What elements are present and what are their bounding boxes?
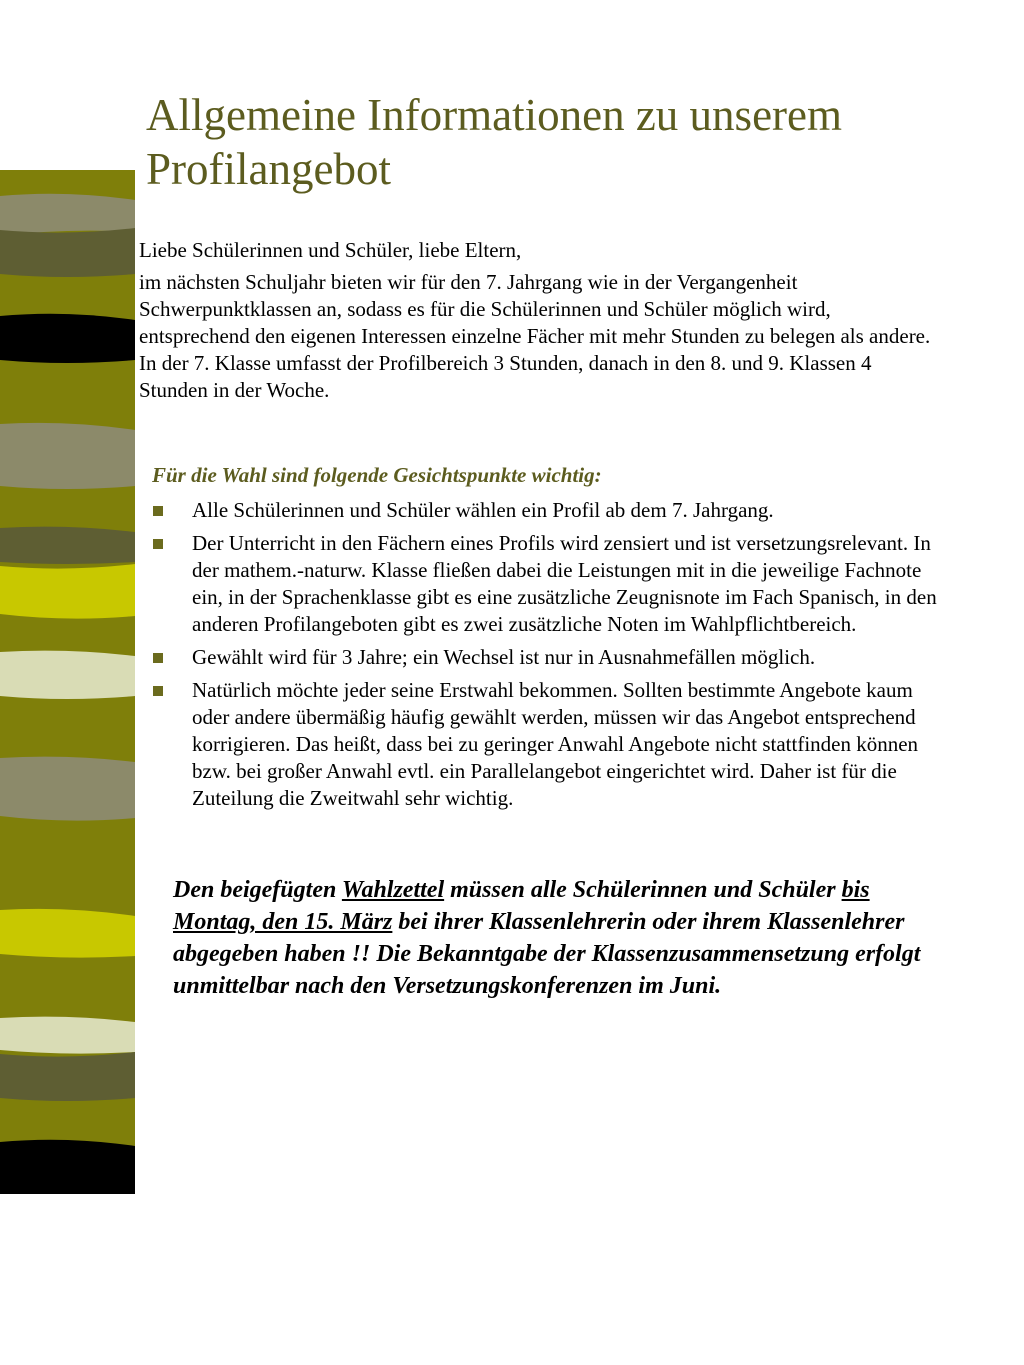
- list-item-text: Alle Schülerinnen und Schüler wählen ein Profil ab dem 7. Jahrgang.: [192, 498, 774, 522]
- square-bullet-icon: [153, 506, 163, 516]
- decorative-stripe-bar: [0, 170, 135, 1194]
- list-item-text: Gewählt wird für 3 Jahre; ein Wechsel ist nur in Ausnahmefällen möglich.: [192, 645, 816, 669]
- list-item: [150, 677, 950, 812]
- criteria-heading: Für die Wahl sind folgende Gesichtspunkte wichtig:: [152, 463, 602, 487]
- list-item: [150, 497, 950, 524]
- list-item-text: Der Unterricht in den Fächern eines Profils wird zensiert und ist versetzungsrelevant. In der mathem.-naturw. Klasse fließen dabei die Leistungen mit in die jeweilige Fachnote ein, in der Sprachenklasse gibt es eine zusätzliche Zeugnisnote im Fach Spanisch, in den anderen Profilangeboten gibt es zwei zusätzliche Noten im Wahlpflichtbereich.: [192, 531, 937, 636]
- notice-text-1: Den beigefügten: [173, 877, 342, 903]
- square-bullet-icon: [153, 539, 163, 549]
- deadline-notice: [173, 874, 933, 1002]
- list-item: [150, 644, 950, 671]
- notice-underlined-deadline: bis Montag, den 15. März: [173, 877, 870, 935]
- notice-underlined-wahlzettel: Wahlzettel: [341, 877, 445, 903]
- notice-text-3: bei ihrer Klassenlehrerin oder ihrem Klassenlehrer abgegeben haben !! Die Bekanntgabe der Klassenzusammensetzung erfolgt unmittelbar nach den Versetzungskonferenzen im Juni.: [173, 909, 921, 999]
- list-item: [150, 530, 950, 638]
- criteria-list: [150, 497, 950, 818]
- list-item-text: Natürlich möchte jeder seine Erstwahl bekommen. Sollten bestimmte Angebote kaum oder andere übermäßig häufig gewählt werden, müssen wir das Angebot entsprechend korrigieren. Das heißt, dass bei zu geringer Anwahl Angebote nicht stattfinden können bzw. bei großer Anwahl evtl. ein Parallelangebot eingerichtet wird. Daher ist für die Zuteilung die Zweitwahl sehr wichtig.: [192, 678, 919, 810]
- square-bullet-icon: [153, 686, 163, 696]
- intro-paragraph: im nächsten Schuljahr bieten wir für den 7. Jahrgang wie in der Vergangenheit Schwerpunktklassen an, sodass es für die Schülerinnen und Schüler möglich wird, entsprechend den eigenen Interessen einzelne Fächer mit mehr Stunden zu belegen als andere. In der 7. Klasse umfasst der Profilbereich 3 Stunden, danach in den 8. und 9. Klassen 4 Stunden in der Woche.: [139, 270, 931, 402]
- square-bullet-icon: [153, 653, 163, 663]
- notice-text-2: müssen alle Schülerinnen und Schüler: [444, 877, 842, 903]
- page-title: Allgemeine Informationen zu unserem Profilangebot: [146, 90, 843, 194]
- greeting-text: Liebe Schülerinnen und Schüler, liebe Eltern,: [139, 238, 522, 262]
